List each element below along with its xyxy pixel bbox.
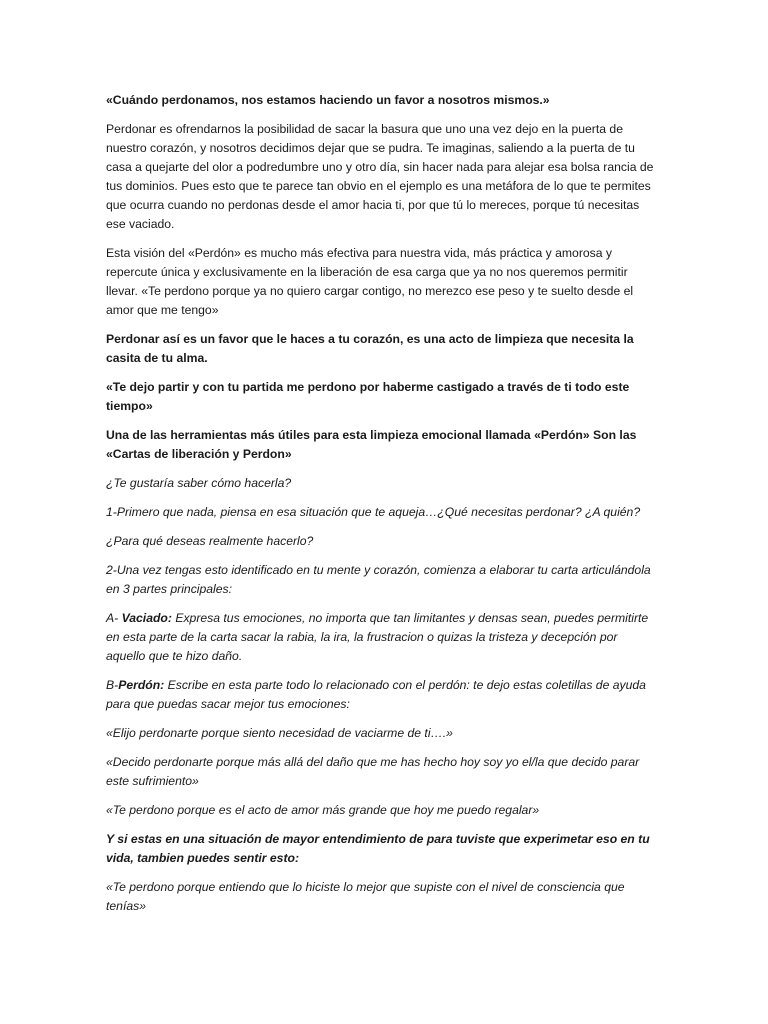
step-2: 2-Una vez tengas esto identificado en tu mente y corazón, comienza a elaborar tu carta articulándola en 3 partes principales:: [106, 563, 651, 596]
paragraph-mayor-entendimiento: Y si estas en una situación de mayor entendimiento de para tuviste que experimetar eso en tu vida, tambien puedes sentir esto:: [106, 832, 650, 865]
question-como-hacerla: ¿Te gustaría saber cómo hacerla?: [106, 476, 292, 490]
paragraph-intro: Perdonar es ofrendarnos la posibilidad de sacar la basura que uno una vez dejo en la puerta de nuestro corazón, y nosotros decidimos dejar que se pudra. Te imaginas, saliendo a la puerta de tu casa a quejarte del olor a podredumbre uno y otro día, sin hacer nada para alejar esa bolsa rancia de tus dominios. Pues esto que te parece tan obvio en el ejemplo es una metáfora de lo que te permites que ocurra cuando no perdonas desde el amor hacia ti, por que tú lo mereces, porque tú necesitas ese vaciado.: [106, 122, 654, 231]
part-a-text: Expresa tus emociones, no importa que tan limitantes y densas sean, puedes permitirte en esta parte de la carta sacar la rabia, la ira, la frustracion o quizas la tristeza y decepción por aquello que te hizo daño.: [106, 611, 649, 663]
quote-acto-amor: «Te perdono porque es el acto de amor más grande que hoy me puedo regalar»: [106, 803, 540, 817]
title-quote: «Cuándo perdonamos, nos estamos haciendo un favor a nosotros mismos.»: [106, 93, 550, 107]
quote-elijo: «Elijo perdonarte porque siento necesidad de vaciarme de ti….»: [106, 726, 453, 740]
paragraph-favor: Perdonar así es un favor que le haces a tu corazón, es una acto de limpieza que necesita la casita de tu alma.: [106, 332, 634, 365]
question-para-que: ¿Para qué deseas realmente hacerlo?: [106, 534, 314, 548]
paragraph-herramientas: Una de las herramientas más útiles para esta limpieza emocional llamada «Perdón» Son las «Cartas de liberación y Perdon»: [106, 428, 637, 461]
part-a-prefix: A-: [106, 611, 122, 625]
part-b-text: Escribe en esta parte todo lo relacionado con el perdón: te dejo estas coletillas de ayuda para que puedas sacar mejor tus emociones:: [106, 678, 646, 711]
part-b-label: Perdón:: [118, 678, 165, 692]
quote-dejo-partir: «Te dejo partir y con tu partida me perdono por haberme castigado a través de ti todo este tiempo»: [106, 380, 630, 413]
part-a-label: Vaciado:: [121, 611, 172, 625]
part-b-perdon: [106, 676, 658, 714]
quote-decido: «Decido perdonarte porque más allá del daño que me has hecho hoy soy yo el/la que decido parar este sufrimiento»: [106, 755, 640, 788]
step-1: 1-Primero que nada, piensa en esa situación que te aqueja…¿Qué necesitas perdonar? ¿A quién?: [106, 505, 641, 519]
paragraph-vision: Esta visión del «Perdón» es mucho más efectiva para nuestra vida, más práctica y amorosa y repercute única y exclusivamente en la liberación de esa carga que ya no nos queremos permitir llevar. «Te perdono porque ya no quiero cargar contigo, no merezco ese peso y te suelto desde el amor que me tengo»: [106, 246, 634, 317]
quote-entiendo: «Te perdono porque entiendo que lo hiciste lo mejor que supiste con el nivel de consciencia que tenías»: [106, 880, 625, 913]
part-a-vaciado: [106, 609, 658, 666]
part-b-prefix: B-: [106, 678, 119, 692]
